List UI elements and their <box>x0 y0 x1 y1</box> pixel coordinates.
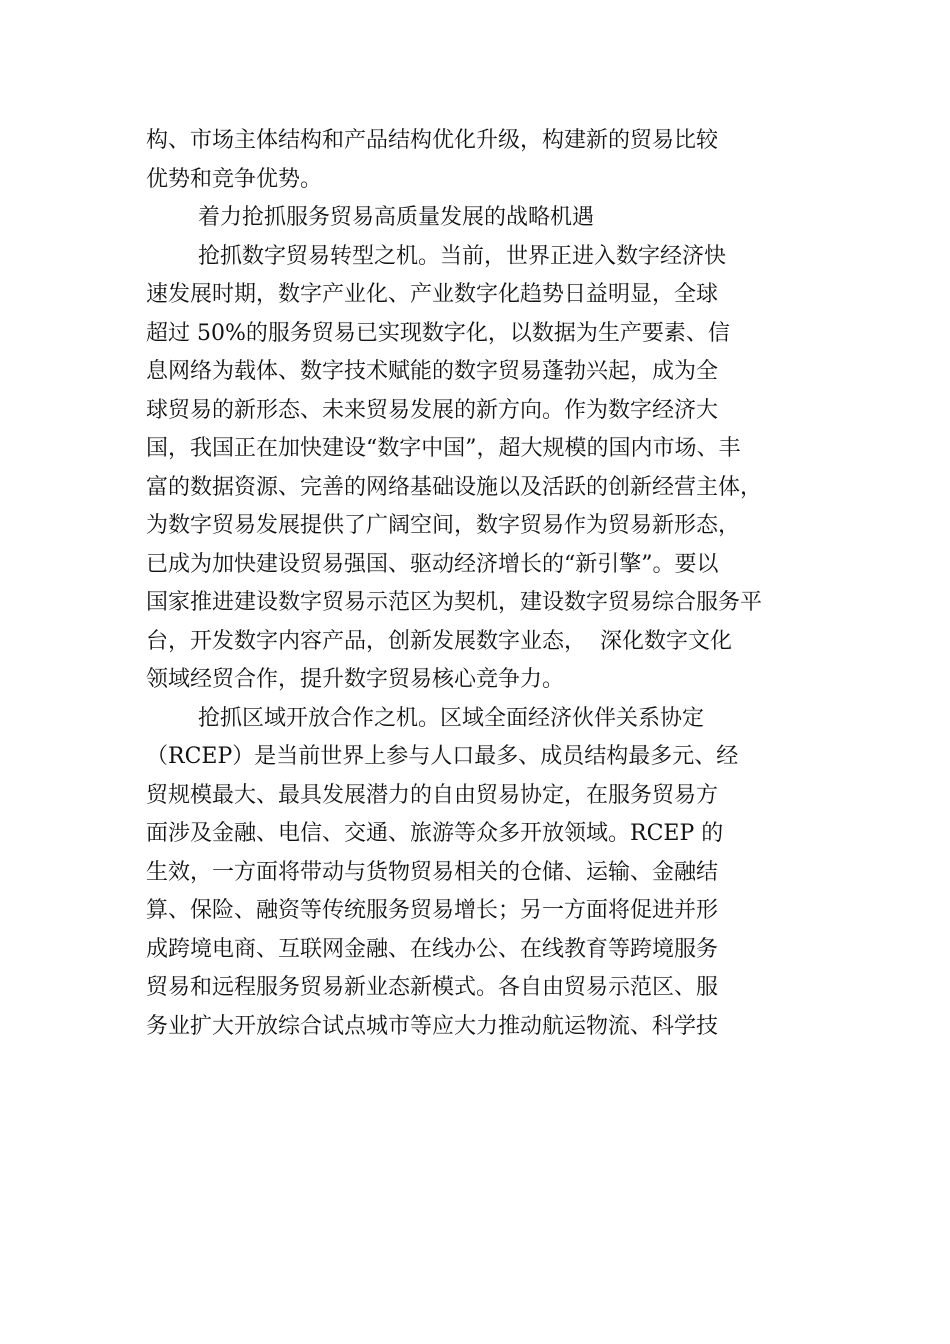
text-line: 算、保险、融资等传统服务贸易增长；另一方面将促进并形 <box>146 898 719 923</box>
text-line: 国家推进建设数字贸易示范区为契机，建设数字贸易综合服务平 <box>146 590 763 615</box>
text-line: （RCEP）是当前世界上参与人口最多、成员结构最多元、经 <box>146 744 739 769</box>
text-line: 球贸易的新形态、未来贸易发展的新方向。作为数字经济大 <box>146 397 719 423</box>
text-line: 已成为加快建设贸易强国、驱动经济增长的“新引擎”。要以 <box>146 551 719 577</box>
text-line: 息网络为载体、数字技术赋能的数字贸易蓬勃兴起，成为全 <box>146 359 719 384</box>
text-line: 务业扩大开放综合试点城市等应大力推动航运物流、科学技 <box>146 1013 719 1039</box>
text-line: 领域经贸合作，提升数字贸易核心竞争力。 <box>146 667 565 692</box>
section-heading: 着力抢抓服务贸易高质量发展的战略机遇 <box>198 205 595 230</box>
text-line: 富的数据资源、完善的网络基础设施以及活跃的创新经营主体， <box>146 474 763 500</box>
text-line: 速发展时期，数字产业化、产业数字化趋势日益明显，全球 <box>146 282 719 307</box>
text-line: 抢抓数字贸易转型之机。当前，世界正进入数字经济快 <box>198 243 727 269</box>
text-line: 贸规模最大、最具发展潜力的自由贸易协定，在服务贸易方 <box>146 782 719 808</box>
text-line: 超过 50%的服务贸易已实现数字化，以数据为生产要素、信 <box>146 320 730 346</box>
text-line: 国，我国正在加快建设“数字中国”，超大规模的国内市场、丰 <box>146 436 741 461</box>
text-line: 成跨境电商、互联网金融、在线办公、在线教育等跨境服务 <box>146 936 719 962</box>
text-line: 贸易和远程服务贸易新业态新模式。各自由贸易示范区、服 <box>146 975 719 1000</box>
text-line: 面涉及金融、电信、交通、旅游等众多开放领域。RCEP 的 <box>146 821 724 846</box>
text-line: 抢抓区域开放合作之机。区域全面经济伙伴关系协定 <box>198 705 705 731</box>
text-line: 构、市场主体结构和产品结构优化升级，构建新的贸易比较 <box>146 128 719 153</box>
document-body <box>146 122 811 1046</box>
text-line: 生效，一方面将带动与货物贸易相关的仓储、运输、金融结 <box>146 859 719 885</box>
text-line: 优势和竞争优势。 <box>146 166 323 192</box>
text-line: 为数字贸易发展提供了广阔空间，数字贸易作为贸易新形态， <box>146 513 741 538</box>
text-line: 台，开发数字内容产品，创新发展数字业态， 深化数字文化 <box>146 628 732 654</box>
